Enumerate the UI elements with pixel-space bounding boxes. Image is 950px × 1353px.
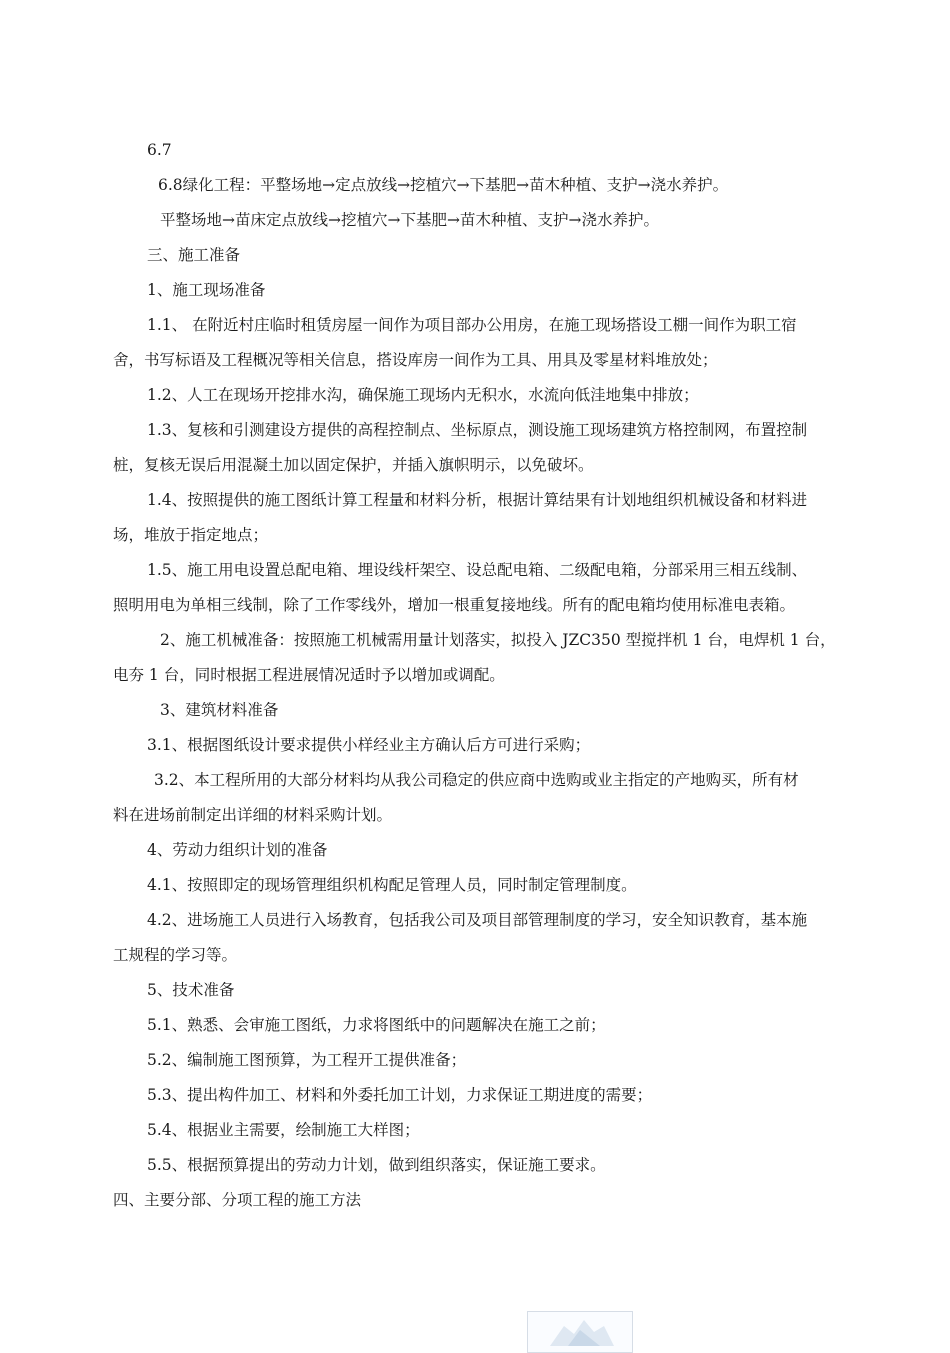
text-line: 工规程的学习等。 [113,946,238,964]
text-line: 场，堆放于指定地点； [113,526,269,544]
text-line: 1.5、施工用电设置总配电箱、埋设线杆架空、设总配电箱、二级配电箱，分部采用三相五线制、 [147,561,808,579]
text-line: 5.5、根据预算提出的劳动力计划，做到组织落实，保证施工要求。 [147,1156,606,1174]
text-line: 1.4、按照提供的施工图纸计算工程量和材料分析，根据计算结果有计划地组织机械设备和材料进 [147,491,808,509]
text-line: 1.1、 在附近村庄临时租赁房屋一间作为项目部办公用房，在施工现场搭设工棚一间作为职工宿 [147,316,797,334]
section-heading: 三、施工准备 [147,246,241,264]
text-line: 1.2、人工在现场开挖排水沟，确保施工现场内无积水，水流向低洼地集中排放； [147,386,699,404]
text-line: 4.1、按照即定的现场管理组织机构配足管理人员，同时制定管理制度。 [147,876,637,894]
subsection-heading: 4、劳动力组织计划的准备 [147,841,328,859]
text-line: 6.7 [147,141,172,159]
text-line: 桩，复核无误后用混凝土加以固定保护，并插入旗帜明示，以免破坏。 [113,456,594,474]
text-line: 5.4、根据业主需要，绘制施工大样图； [147,1121,420,1139]
text-line: 电夯 1 台，同时根据工程进展情况适时予以增加或调配。 [113,666,505,684]
text-line: 5.3、提出构件加工、材料和外委托加工计划，力求保证工期进度的需要； [147,1086,653,1104]
subsection-heading: 5、技术准备 [147,981,235,999]
text-line: 3.1、根据图纸设计要求提供小样经业主方确认后方可进行采购； [147,736,591,754]
text-line: 3.2、本工程所用的大部分材料均从我公司稳定的供应商中选购或业主指定的产地购买，所有材 [154,771,799,789]
section-heading: 四、主要分部、分项工程的施工方法 [113,1191,362,1209]
subsection-heading: 1、施工现场准备 [147,281,266,299]
text-line: 6.8绿化工程：平整场地→定点放线→挖植穴→下基肥→苗木种植、支护→浇水养护。 [158,176,729,194]
subsection-heading: 2、施工机械准备：按照施工机械需用量计划落实，拟投入 JZC350 型搅拌机 1 台，电焊机 1 台， [160,631,836,649]
text-line: 4.2、进场施工人员进行入场教育，包括我公司及项目部管理制度的学习，安全知识教育，基本施 [147,911,808,929]
subsection-heading: 3、建筑材料准备 [160,701,279,719]
text-line: 料在进场前制定出详细的材料采购计划。 [113,806,393,824]
text-line: 舍，书写标语及工程概况等相关信息，搭设库房一间作为工具、用具及零星材料堆放处； [113,351,718,369]
text-line: 平整场地→苗床定点放线→挖植穴→下基肥→苗木种植、支护→浇水养护。 [160,211,659,229]
text-line: 5.2、编制施工图预算，为工程开工提供准备； [147,1051,467,1069]
text-line: 照明用电为单相三线制，除了工作零线外，增加一根重复接地线。所有的配电箱均使用标准电表箱。 [113,596,796,614]
text-line: 1.3、复核和引测建设方提供的高程控制点、坐标原点，测设施工现场建筑方格控制网，布置控制 [147,421,808,439]
building-logo-icon [527,1311,633,1353]
text-line: 5.1、熟悉、会审施工图纸，力求将图纸中的问题解决在施工之前； [147,1016,606,1034]
